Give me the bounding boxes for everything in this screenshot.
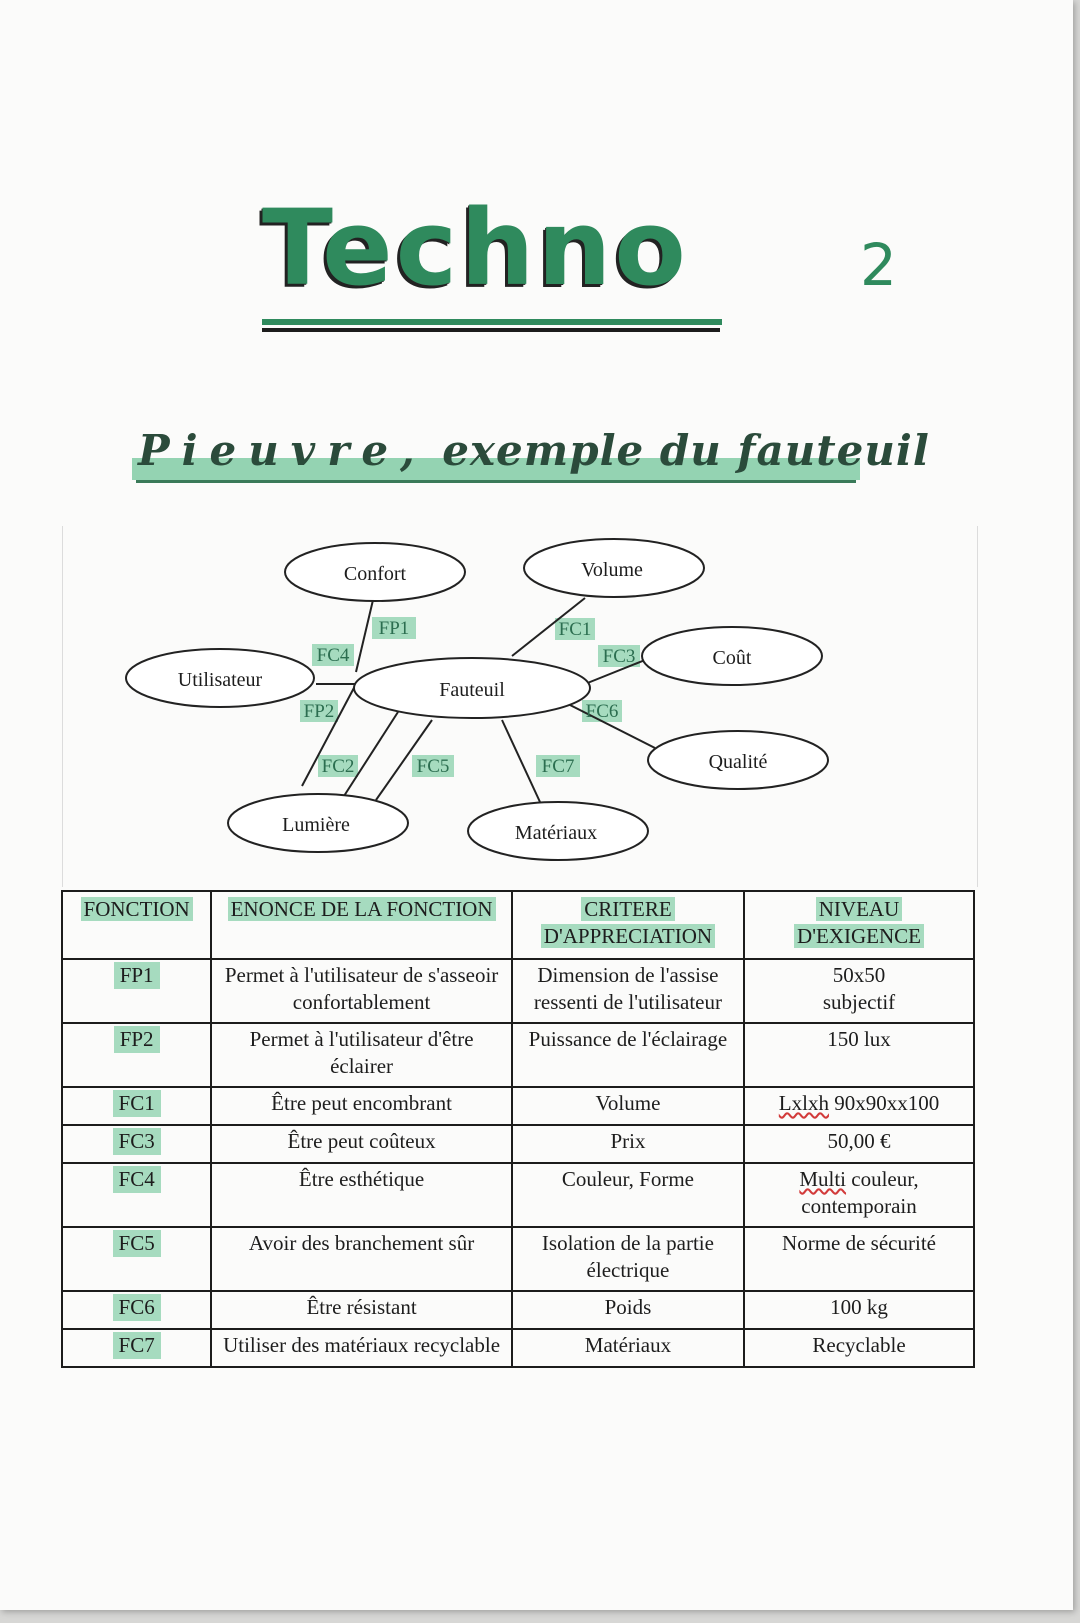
cell-niveau: Lxlxh 90x90xx100 <box>744 1087 974 1125</box>
header-enonce: ENONCE DE LA FONCTION <box>211 891 512 959</box>
cell-code: FP1 <box>62 959 211 1023</box>
link-fc5-label: FC5 <box>416 756 450 777</box>
table-row <box>62 1125 974 1163</box>
cell-niveau: 150 lux <box>744 1023 974 1087</box>
cell-enonce: Être peut encombrant <box>211 1087 512 1125</box>
cell-niveau: Multi couleur, contemporain <box>744 1163 974 1227</box>
fc2-line <box>344 712 398 796</box>
table-row <box>62 1023 974 1087</box>
fc7-line <box>502 720 540 802</box>
cell-critere: Volume <box>512 1087 744 1125</box>
table-row <box>62 1087 974 1125</box>
cell-niveau: 50,00 € <box>744 1125 974 1163</box>
cell-critere: Poids <box>512 1291 744 1329</box>
table-row <box>62 1329 974 1367</box>
cell-code: FC7 <box>62 1329 211 1367</box>
table-row <box>62 1291 974 1329</box>
header-fonction: FONCTION <box>62 891 211 959</box>
link-fc4-label: FC4 <box>316 645 350 666</box>
cell-niveau: 100 kg <box>744 1291 974 1329</box>
table-row <box>62 959 974 1023</box>
cell-enonce: Utiliser des matériaux recyclable <box>211 1329 512 1367</box>
subtitle-part-1: Pieuvre, <box>138 426 427 475</box>
cell-code: FC1 <box>62 1087 211 1125</box>
cell-code: FC4 <box>62 1163 211 1227</box>
link-fc7-label: FC7 <box>541 756 575 777</box>
cell-critere: Couleur, Forme <box>512 1163 744 1227</box>
header-niveau: NIVEAU D'EXIGENCE <box>744 891 974 959</box>
node-volume-label: Volume <box>581 559 643 581</box>
node-qualite-label: Qualité <box>708 751 768 773</box>
cell-niveau: Recyclable <box>744 1329 974 1367</box>
table-row <box>62 1227 974 1291</box>
link-fp1-label: FP1 <box>378 618 410 639</box>
node-utilisateur-label: Utilisateur <box>177 669 263 691</box>
node-lumiere-label: Lumière <box>282 814 350 836</box>
node-fauteuil-label: Fauteuil <box>439 679 505 701</box>
fp1-line <box>356 600 373 672</box>
cell-critere: Dimension de l'assise ressenti de l'utilisateur <box>512 959 744 1023</box>
link-fc2-label: FC2 <box>321 756 355 777</box>
link-fc1-label: FC1 <box>558 619 592 640</box>
cell-enonce: Permet à l'utilisateur d'être éclairer <box>211 1023 512 1087</box>
cell-code: FC5 <box>62 1227 211 1291</box>
cell-code: FC3 <box>62 1125 211 1163</box>
page-number: 2 <box>860 231 897 299</box>
cell-critere: Prix <box>512 1125 744 1163</box>
cell-critere: Isolation de la partie électrique <box>512 1227 744 1291</box>
cell-enonce: Être résistant <box>211 1291 512 1329</box>
header-critere: CRITERE D'APPRECIATION <box>512 891 744 959</box>
function-specification-table <box>61 890 975 1368</box>
page-title: Techno <box>262 187 689 309</box>
cell-enonce: Être peut coûteux <box>211 1125 512 1163</box>
cell-code: FC6 <box>62 1291 211 1329</box>
node-materiaux-label: Matériaux <box>514 822 598 844</box>
link-fc6-label: FC6 <box>585 701 619 722</box>
node-cout-label: Coût <box>712 647 752 669</box>
link-fp2-label: FP2 <box>303 701 335 722</box>
cell-code: FP2 <box>62 1023 211 1087</box>
cell-enonce: Être esthétique <box>211 1163 512 1227</box>
node-confort-label: Confort <box>343 563 407 585</box>
cell-niveau: 50x50 subjectif <box>744 959 974 1023</box>
table-header-row <box>62 891 974 959</box>
cell-enonce: Permet à l'utilisateur de s'asseoir confortablement <box>211 959 512 1023</box>
cell-niveau: Norme de sécurité <box>744 1227 974 1291</box>
cell-critere: Matériaux <box>512 1329 744 1367</box>
link-fc3-label: FC3 <box>602 646 636 667</box>
subtitle-part-2: exemple du fauteuil <box>442 426 930 475</box>
table-row <box>62 1163 974 1227</box>
cell-enonce: Avoir des branchement sûr <box>211 1227 512 1291</box>
cell-critere: Puissance de l'éclairage <box>512 1023 744 1087</box>
